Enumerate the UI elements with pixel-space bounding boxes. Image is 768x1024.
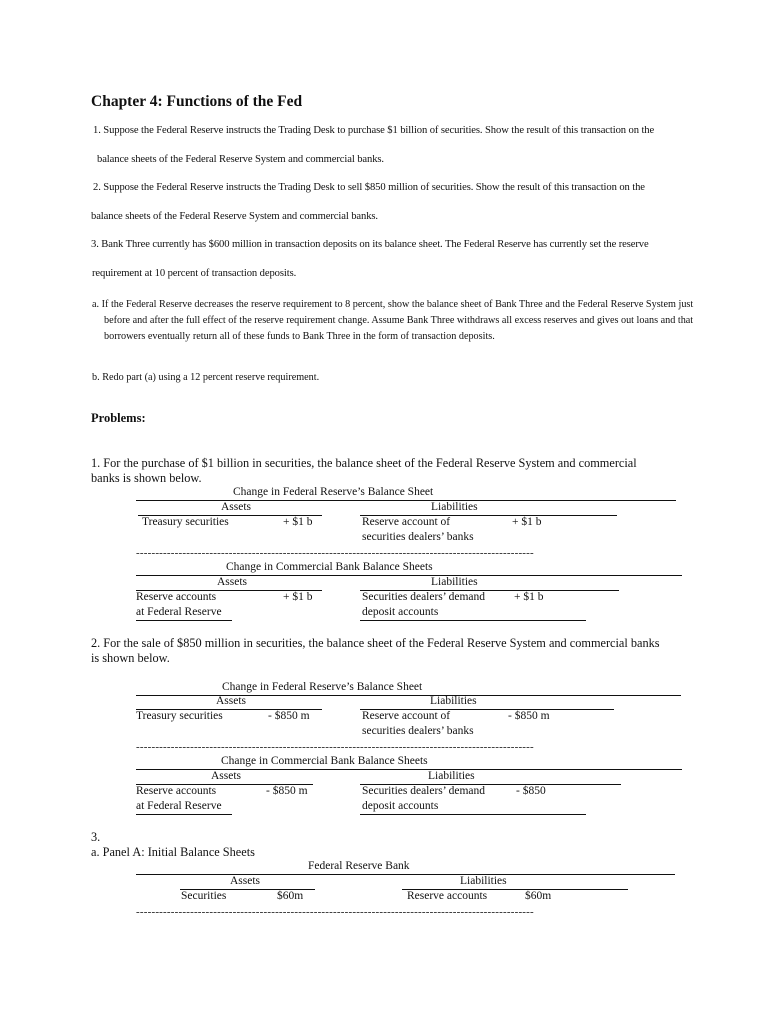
p1-bank-asset-value: + $1 b bbox=[283, 591, 313, 603]
p2-fed-asset-item: Treasury securities bbox=[136, 710, 223, 722]
problems-heading: Problems: bbox=[91, 411, 146, 425]
p1-bank-liability-item-2: deposit accounts bbox=[362, 606, 439, 618]
problem-1-line-1: 1. For the purchase of $1 billion in securities, the balance sheet of the Federal Reserve System and commercial bbox=[91, 456, 637, 470]
p3-liability-value: $60m bbox=[525, 890, 552, 902]
p2-bank-asset-item-2: at Federal Reserve bbox=[136, 800, 222, 812]
p2-bank-liability-item-2: deposit accounts bbox=[362, 800, 439, 812]
question-3b: b. Redo part (a) using a 12 percent reserve requirement. bbox=[92, 372, 320, 383]
p3-separator: ------------------------------------------------------------------------------------------------------- bbox=[136, 906, 534, 918]
p3-top-rule bbox=[136, 874, 675, 875]
question-3-line-2: requirement at 10 percent of transaction deposits. bbox=[92, 268, 297, 279]
p1-fed-asset-item: Treasury securities bbox=[142, 516, 229, 528]
p2-bank-asset-item-1: Reserve accounts bbox=[136, 785, 217, 797]
p2-bank-asset-value: - $850 m bbox=[266, 785, 308, 797]
question-2-line-1: 2. Suppose the Federal Reserve instructs the Trading Desk to sell $850 million of securities. Show the result of this transaction on the bbox=[93, 182, 645, 193]
p1-bank-assets-header: Assets bbox=[217, 576, 248, 588]
p1-bank-asset-item-2: at Federal Reserve bbox=[136, 606, 222, 618]
p3-table-title: Federal Reserve Bank bbox=[308, 860, 410, 872]
question-1-line-2: balance sheets of the Federal Reserve System and commercial banks. bbox=[97, 154, 384, 165]
p2-fed-table-title: Change in Federal Reserve’s Balance Sheet bbox=[222, 681, 423, 693]
p1-fed-liability-value: + $1 b bbox=[512, 516, 542, 528]
p1-bank-liabilities-bottom-rule bbox=[360, 620, 586, 621]
p1-bank-liability-value: + $1 b bbox=[514, 591, 544, 603]
problem-2-line-2: is shown below. bbox=[91, 651, 170, 665]
p2-bank-liabilities-bottom-rule bbox=[360, 814, 586, 815]
question-3-line-1: 3. Bank Three currently has $600 million in transaction deposits on its balance sheet. The Federal Reserve has currently set the reserve bbox=[91, 239, 649, 250]
p3-liabilities-header: Liabilities bbox=[460, 875, 507, 887]
p2-separator: ------------------------------------------------------------------------------------------------------- bbox=[136, 741, 534, 753]
p1-bank-liabilities-header: Liabilities bbox=[431, 576, 478, 588]
p2-fed-assets-header: Assets bbox=[216, 695, 247, 707]
p2-fed-liability-item-2: securities dealers’ banks bbox=[362, 725, 474, 737]
p2-bank-assets-header: Assets bbox=[211, 770, 242, 782]
p2-bank-assets-bottom-rule bbox=[136, 814, 232, 815]
question-3a: a. If the Federal Reserve decreases the reserve requirement to 8 percent, show the balance sheet of Bank Three and the Federal Reserve System just before and after the full effect of the reserve requirement change. Assume Bank Three withdraws all excess reserves and gives out loans and that borrowers eventually return all of these funds to Bank Three in the form of transaction deposits. bbox=[92, 299, 694, 342]
p1-fed-assets-header: Assets bbox=[221, 501, 252, 513]
p2-bank-liability-value: - $850 bbox=[516, 785, 546, 797]
p2-fed-liabilities-header: Liabilities bbox=[430, 695, 477, 707]
p3-liability-item: Reserve accounts bbox=[407, 890, 488, 902]
p3-assets-header: Assets bbox=[230, 875, 261, 887]
p1-fed-liability-item-1: Reserve account of bbox=[362, 516, 451, 528]
p1-fed-liability-item-2: securities dealers’ banks bbox=[362, 531, 474, 543]
p3-asset-value: $60m bbox=[277, 890, 304, 902]
problem-3-panel-label: a. Panel A: Initial Balance Sheets bbox=[91, 845, 255, 859]
p1-bank-asset-item-1: Reserve accounts bbox=[136, 591, 217, 603]
question-2-line-2: balance sheets of the Federal Reserve System and commercial banks. bbox=[91, 211, 378, 222]
p1-separator: ------------------------------------------------------------------------------------------------------- bbox=[136, 547, 534, 559]
p1-fed-table-title: Change in Federal Reserve’s Balance Sheet bbox=[233, 486, 434, 498]
p1-fed-top-rule bbox=[136, 500, 676, 501]
p1-fed-liabilities-header: Liabilities bbox=[431, 501, 478, 513]
p1-fed-asset-value: + $1 b bbox=[283, 516, 313, 528]
p1-bank-liability-item-1: Securities dealers’ demand bbox=[362, 591, 486, 603]
p1-bank-table-title: Change in Commercial Bank Balance Sheets bbox=[226, 561, 433, 573]
p3-asset-item: Securities bbox=[181, 890, 227, 902]
p2-bank-liability-item-1: Securities dealers’ demand bbox=[362, 785, 486, 797]
problem-3-number: 3. bbox=[91, 830, 101, 844]
p2-bank-table-title: Change in Commercial Bank Balance Sheets bbox=[221, 755, 428, 767]
p2-fed-liability-item-1: Reserve account of bbox=[362, 710, 451, 722]
p2-fed-liability-value: - $850 m bbox=[508, 710, 550, 722]
p2-fed-asset-value: - $850 m bbox=[268, 710, 310, 722]
problem-1-line-2: banks is shown below. bbox=[91, 471, 202, 485]
question-1-line-1: 1. Suppose the Federal Reserve instructs the Trading Desk to purchase $1 billion of securities. Show the result of this transaction on the bbox=[93, 125, 655, 136]
chapter-title: Chapter 4: Functions of the Fed bbox=[91, 93, 303, 110]
p2-bank-liabilities-header: Liabilities bbox=[428, 770, 475, 782]
problem-2-line-1: 2. For the sale of $850 million in securities, the balance sheet of the Federal Reserve System and commercial banks bbox=[91, 636, 660, 650]
p1-bank-assets-bottom-rule bbox=[136, 620, 232, 621]
